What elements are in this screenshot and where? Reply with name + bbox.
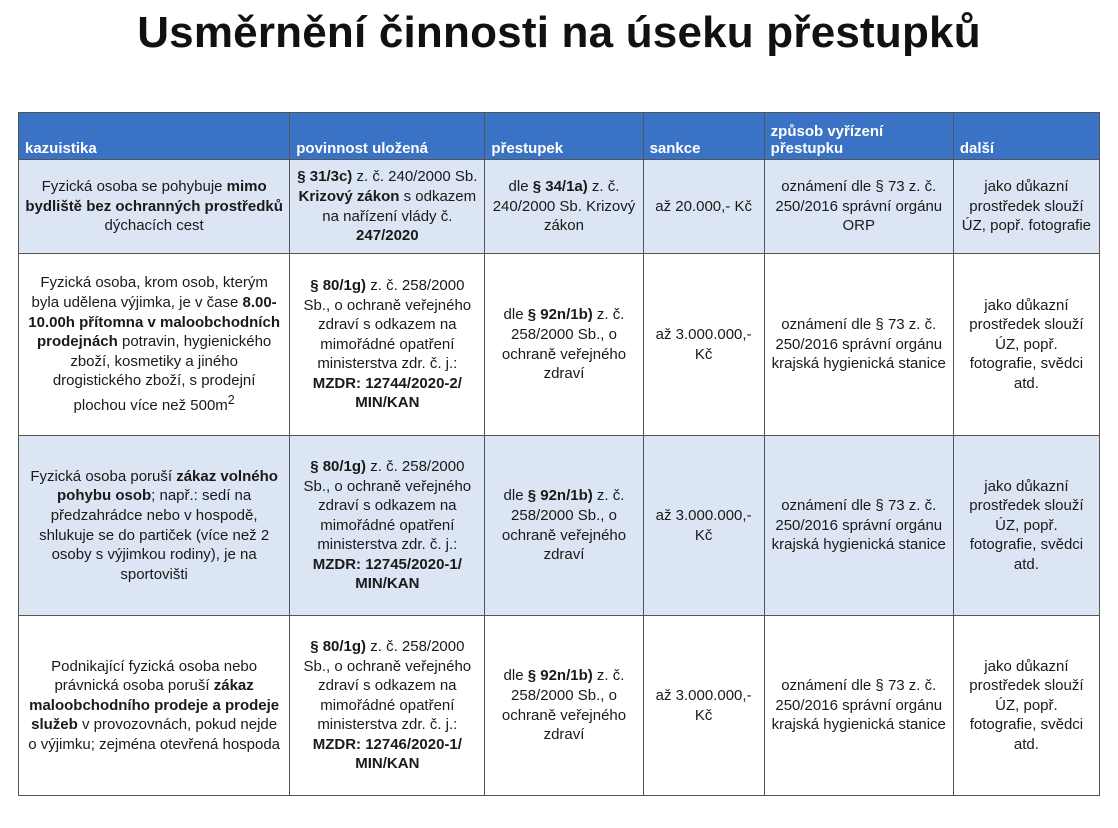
table-row — [19, 254, 1100, 436]
cell-sankce: až 3.000.000,- Kč — [643, 254, 764, 436]
cell-kazuistika: Fyzická osoba poruší zákaz volného pohybu osob; např.: sedí na předzahrádce nebo v hospodě, shlukuje se do partiček (více než 2 osoby s výjimkou rodiny), je na sportovišti — [19, 436, 290, 616]
col-header-prestupek: přestupek — [485, 113, 643, 160]
cell-dalsi: jako důkazní prostředek slouží ÚZ, popř. fotografie, svědci atd. — [953, 436, 1099, 616]
offences-table — [18, 112, 1100, 796]
col-header-kazuistika: kazuistika — [19, 113, 290, 160]
cell-zpusob: oznámení dle § 73 z. č. 250/2016 správní orgánu krajská hygienická stanice — [764, 436, 953, 616]
cell-zpusob: oznámení dle § 73 z. č. 250/2016 správní orgánu krajská hygienická stanice — [764, 254, 953, 436]
cell-prestupek: dle § 92n/1b) z. č. 258/2000 Sb., o ochraně veřejného zdraví — [485, 616, 643, 796]
table-row — [19, 160, 1100, 254]
cell-sankce: až 3.000.000,- Kč — [643, 616, 764, 796]
cell-kazuistika: Podnikající fyzická osoba nebo právnická osoba poruší zákaz maloobchodního prodeje a prodeje služeb v provozovnách, pokud nejde o výjimku; zejména otevřená hospoda — [19, 616, 290, 796]
cell-povinnost: § 80/1g) z. č. 258/2000 Sb., o ochraně veřejného zdraví s odkazem na mimořádné opatření ministerstva zdr. č. j.: MZDR: 12746/2020-1/ MIN/KAN — [290, 616, 485, 796]
cell-prestupek: dle § 92n/1b) z. č. 258/2000 Sb., o ochraně veřejného zdraví — [485, 254, 643, 436]
cell-dalsi: jako důkazní prostředek slouží ÚZ, popř. fotografie — [953, 160, 1099, 254]
cell-povinnost: § 80/1g) z. č. 258/2000 Sb., o ochraně veřejného zdraví s odkazem na mimořádné opatření ministerstva zdr. č. j.: MZDR: 12744/2020-2/ MIN/KAN — [290, 254, 485, 436]
cell-dalsi: jako důkazní prostředek slouží ÚZ, popř. fotografie, svědci atd. — [953, 616, 1099, 796]
cell-povinnost: § 80/1g) z. č. 258/2000 Sb., o ochraně veřejného zdraví s odkazem na mimořádné opatření ministerstva zdr. č. j.: MZDR: 12745/2020-1/ MIN/KAN — [290, 436, 485, 616]
cell-povinnost: § 31/3c) z. č. 240/2000 Sb. Krizový zákon s odkazem na nařízení vlády č. 247/2020 — [290, 160, 485, 254]
table-header-row — [19, 113, 1100, 160]
table-row — [19, 616, 1100, 796]
cell-zpusob: oznámení dle § 73 z. č. 250/2016 správní orgánu ORP — [764, 160, 953, 254]
cell-prestupek: dle § 92n/1b) z. č. 258/2000 Sb., o ochraně veřejného zdraví — [485, 436, 643, 616]
cell-sankce: až 20.000,- Kč — [643, 160, 764, 254]
col-header-povinnost: povinnost uložená — [290, 113, 485, 160]
cell-prestupek: dle § 34/1a) z. č. 240/2000 Sb. Krizový zákon — [485, 160, 643, 254]
page-title: Usměrnění činnosti na úseku přestupků — [137, 8, 981, 57]
cell-kazuistika: Fyzická osoba, krom osob, kterým byla udělena výjimka, je v čase 8.00-10.00h přítomna v maloobchodních prodejnách potravin, hygienického zboží, kosmetiky a jiného drogistického zboží, s prodejní plochou více než $500m^2$ — [19, 254, 290, 436]
col-header-zpusob: způsob vyřízení přestupku — [764, 113, 953, 160]
cell-dalsi: jako důkazní prostředek slouží ÚZ, popř. fotografie, svědci atd. — [953, 254, 1099, 436]
cell-sankce: až 3.000.000,- Kč — [643, 436, 764, 616]
table-row — [19, 436, 1100, 616]
cell-kazuistika: Fyzická osoba se pohybuje mimo bydliště bez ochranných prostředků dýchacích cest — [19, 160, 290, 254]
col-header-dalsi: další — [953, 113, 1099, 160]
cell-zpusob: oznámení dle § 73 z. č. 250/2016 správní orgánu krajská hygienická stanice — [764, 616, 953, 796]
col-header-sankce: sankce — [643, 113, 764, 160]
